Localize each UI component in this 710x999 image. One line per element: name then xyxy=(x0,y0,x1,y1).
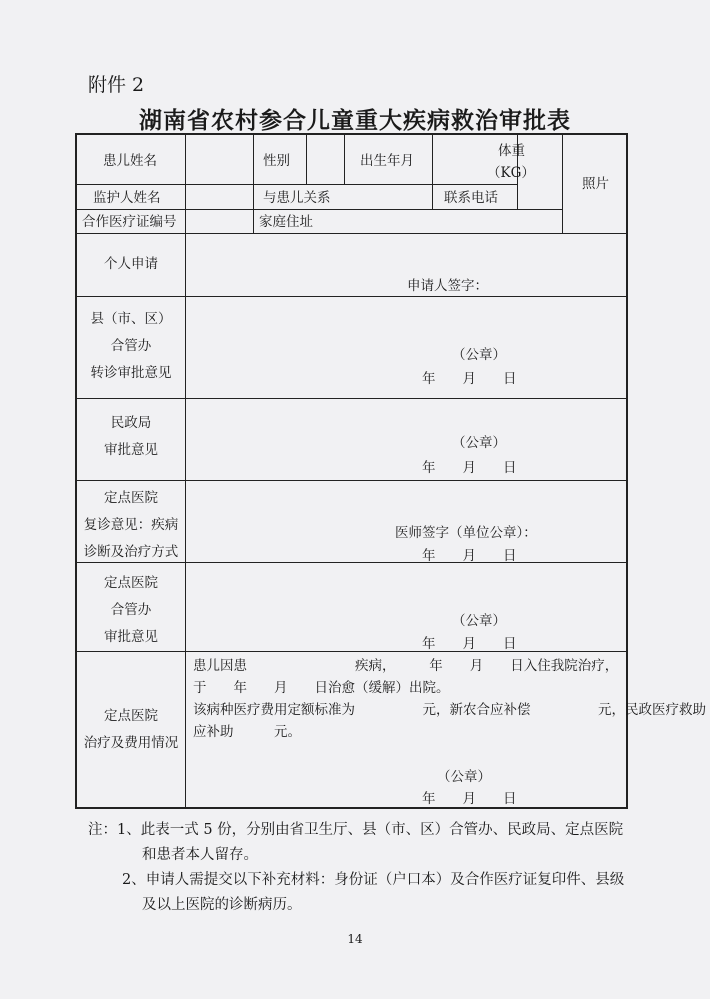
treatment-label: 定点医院 治疗及费用情况 xyxy=(83,708,179,751)
hospital-review-date: 年 月 日 xyxy=(422,548,517,564)
col-divider xyxy=(253,135,254,209)
footnotes xyxy=(88,818,648,918)
treatment-text xyxy=(193,655,706,743)
personal-application-label: 个人申请 xyxy=(104,256,158,272)
col-divider xyxy=(432,135,433,209)
treatment-line-3: 该病种医疗费用定额标准为 元，新农合应补偿 元，民政医疗救助 xyxy=(193,702,706,718)
row-divider xyxy=(77,209,562,210)
treatment-line-1: 患儿因患 疾病， 年 月 日入住我院治疗， xyxy=(193,658,619,674)
county-seal: （公章） xyxy=(452,347,506,363)
row-divider xyxy=(77,233,628,234)
approval-form-table xyxy=(75,133,706,809)
civil-affairs-label: 民政局 审批意见 xyxy=(104,415,158,458)
col-divider xyxy=(185,135,186,809)
note-1a: 注：1、此表一式 5 份，分别由省卫生厅、县（市、区）合管办、民政局、定点医院 xyxy=(88,822,624,838)
doctor-signature-label: 医师签字（单位公章）： xyxy=(395,525,537,541)
phone-label: 联系电话 xyxy=(444,190,498,206)
treatment-line-2: 于 年 月 日治愈（缓解）出院。 xyxy=(193,680,450,696)
hospital-office-seal: （公章） xyxy=(452,613,506,629)
guardian-label: 监护人姓名 xyxy=(93,190,161,206)
treatment-date: 年 月 日 xyxy=(422,791,517,807)
hospital-review-label: 定点医院 复诊意见：疾病 诊断及治疗方式 xyxy=(83,490,179,560)
applicant-signature-label: 申请人签字： xyxy=(407,278,488,294)
relation-label: 与患儿关系 xyxy=(263,190,331,206)
county-approval-label: 县（市、区） 合管办 转诊审批意见 xyxy=(90,311,172,381)
address-label: 家庭住址 xyxy=(259,214,313,230)
weight-label: 体重 xyxy=(498,143,525,159)
birth-label: 出生年月 xyxy=(360,153,414,169)
row-divider xyxy=(77,296,628,297)
page-number: 14 xyxy=(347,932,363,946)
civil-date: 年 月 日 xyxy=(422,460,517,476)
row-divider xyxy=(77,398,628,399)
weight-unit: （KG） xyxy=(487,165,535,181)
hospital-office-label: 定点医院 合管办 审批意见 xyxy=(104,575,158,645)
row-divider xyxy=(77,480,628,481)
civil-seal: （公章） xyxy=(452,435,506,451)
col-divider xyxy=(253,209,254,233)
child-name-label: 患儿姓名 xyxy=(103,153,157,169)
treatment-line-4: 应补助 元。 xyxy=(193,724,301,740)
photo-label: 照片 xyxy=(582,176,609,192)
col-divider xyxy=(306,135,307,184)
attachment-label: 附件 2 xyxy=(88,74,145,96)
note-1b: 和患者本人留存。 xyxy=(142,847,258,863)
col-divider xyxy=(562,135,563,233)
form-title: 湖南省农村参合儿童重大疾病救治审批表 xyxy=(139,107,571,134)
row-divider xyxy=(77,651,628,652)
note-2b: 及以上医院的诊断病历。 xyxy=(142,897,302,913)
treatment-seal: （公章） xyxy=(437,769,491,785)
county-date: 年 月 日 xyxy=(422,371,517,387)
col-divider xyxy=(344,135,345,184)
gender-label: 性别 xyxy=(263,153,290,169)
note-2a: 2、申请人需提交以下补充材料：身份证（户口本）及合作医疗证复印件、县级 xyxy=(122,872,625,888)
card-number-label: 合作医疗证编号 xyxy=(82,214,177,230)
row-divider xyxy=(77,184,517,185)
hospital-office-date: 年 月 日 xyxy=(422,636,517,652)
